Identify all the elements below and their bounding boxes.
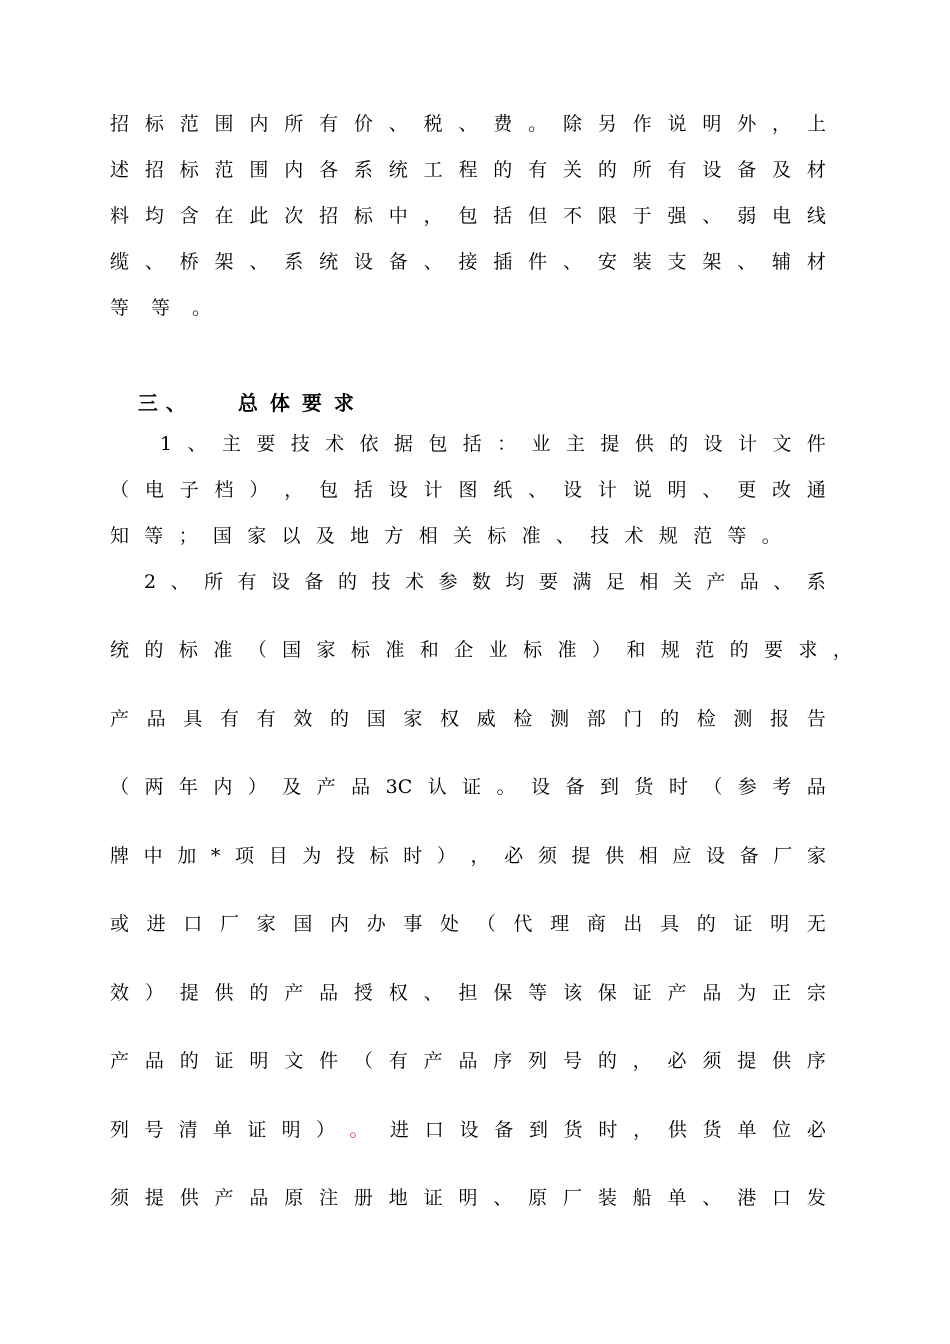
section-title: 总体要求 (237, 391, 366, 415)
intro-line-5: 等等。 (110, 297, 234, 319)
item2-line-1: 2 、 所 有 设 备 的 技 术 参 数 均 要 满 足 相 关 产 品 、 系 (144, 571, 826, 593)
item2-line-10: 须 提 供 产 品 原 注 册 地 证 明 、 原 厂 装 船 单 、 港 口 发 (110, 1187, 826, 1209)
intro-line-2: 述 招 标 范 围 内 各 系 统 工 程 的 有 关 的 所 有 设 备 及 材 (110, 159, 826, 181)
item2-line-5: 牌 中 加 * 项 目 为 投 标 时 ） ， 必 须 提 供 相 应 设 备 厂 家 (110, 845, 826, 867)
item2-line-9-after: 进 口 设 备 到 货 时 ， 供 货 单 位 必 (390, 1119, 826, 1141)
item1-line-3: 知等；国家以及地方相关标准、技术规范等。 (110, 525, 797, 547)
item2-line-8: 产 品 的 证 明 文 件 （ 有 产 品 序 列 号 的 ， 必 须 提 供 序 (110, 1050, 826, 1072)
item1-line-2: （ 电 子 档 ） ， 包 括 设 计 图 纸 、 设 计 说 明 、 更 改 通 (110, 479, 826, 501)
item2-line-7: 效 ） 提 供 的 产 品 授 权 、 担 保 等 该 保 证 产 品 为 正 宗 (110, 982, 826, 1004)
item2-line-2: 统 的 标 准 （ 国 家 标 准 和 企 业 标 准 ） 和 规 范 的 要 求 ， (110, 639, 852, 661)
item1-line-1: 1 、 主 要 技 术 依 据 包 括 ： 业 主 提 供 的 设 计 文 件 (160, 433, 826, 455)
intro-line-3: 料 均 含 在 此 次 招 标 中 ， 包 括 但 不 限 于 强 、 弱 电 线 (110, 205, 826, 227)
item2-line-9-before: 列 号 清 单 证 明 ） (110, 1119, 335, 1141)
item2-line-9-red-mark: 。 (349, 1119, 369, 1141)
intro-line-1: 招 标 范 围 内 所 有 价 、 税 、 费 。 除 另 作 说 明 外 ， 上 (110, 113, 826, 135)
item2-line-6: 或 进 口 厂 家 国 内 办 事 处 （ 代 理 商 出 具 的 证 明 无 (110, 913, 826, 935)
item2-line-3: 产 品 具 有 有 效 的 国 家 权 威 检 测 部 门 的 检 测 报 告 (110, 708, 826, 730)
item2-line-4: （ 两 年 内 ） 及 产 品 3C 认 证 。 设 备 到 货 时 （ 参 考 品 (110, 776, 826, 798)
item2-line-9 (110, 1117, 826, 1143)
section-number: 三、 (137, 391, 194, 415)
intro-line-4: 缆 、 桥 架 、 系 统 设 备 、 接 插 件 、 安 装 支 架 、 辅 材 (110, 251, 826, 273)
